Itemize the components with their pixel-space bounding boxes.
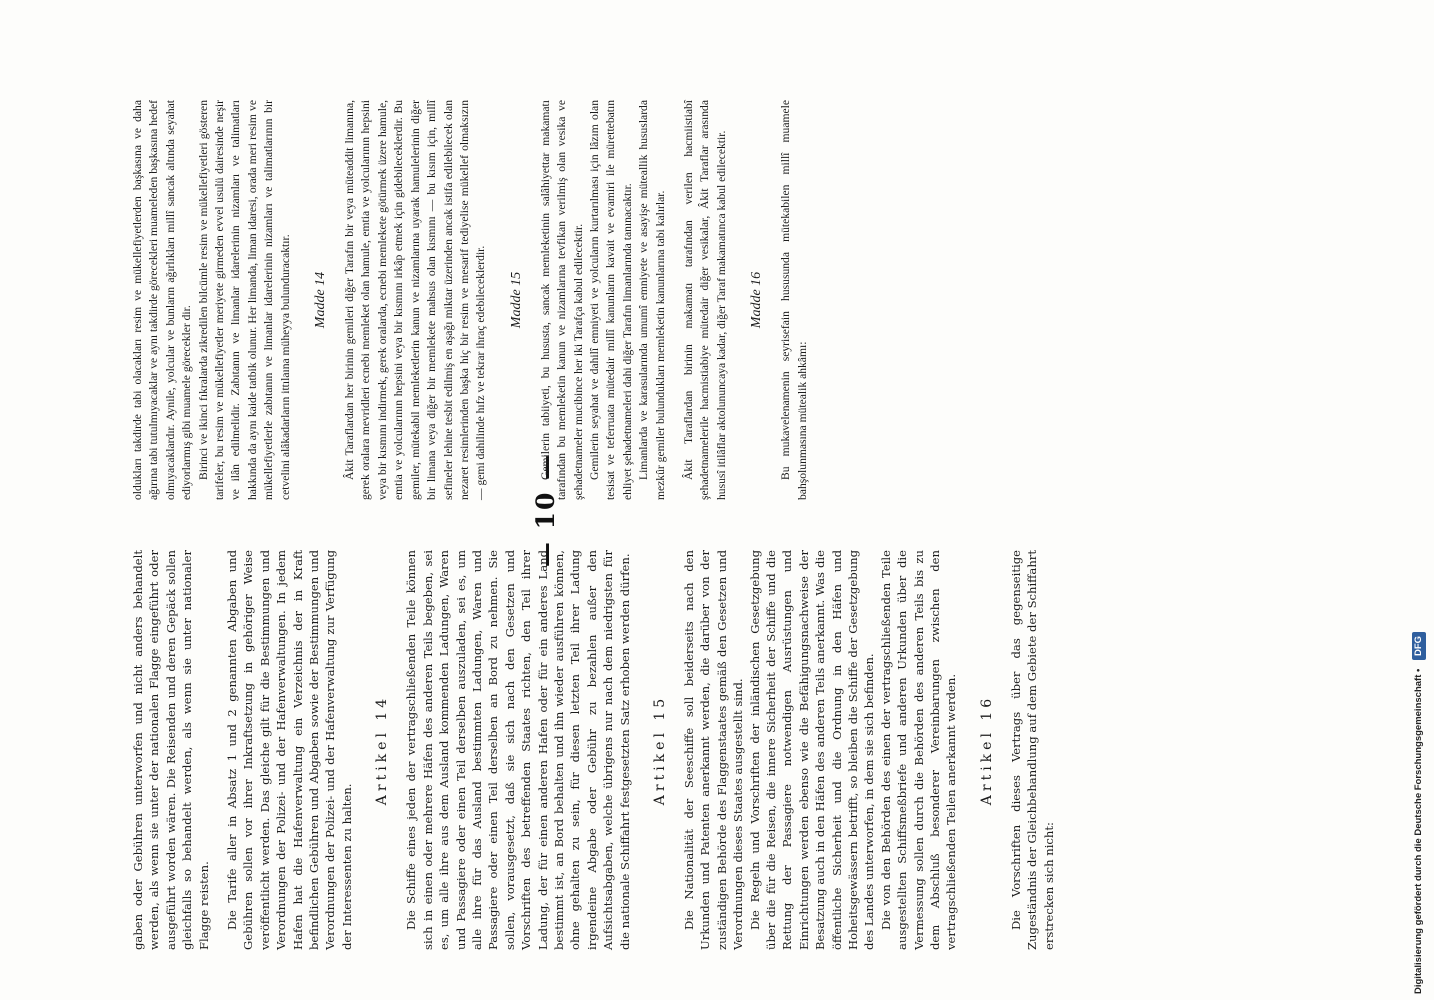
turkish-paragraph-1: oldukları takdirde tabi olacakları resim ve mükellefiyetlerden başkasına ve daha ağırına tabi tutulmıyacaklar ve aynı takdirde görecekleri muameleden başkasına hedef olmıyacaklardır. Aynile, yolcular ve bunların ağırlıkları millî sancak altında seyahat ediyorlarmış gibi muamele görecekler dir.: [131, 100, 194, 500]
page-number: — 10 —: [531, 452, 560, 568]
german-article-15-heading: Artikel 15: [651, 694, 668, 806]
german-article-16-heading: Artikel 16: [978, 694, 995, 806]
german-paragraph-3: Die Schiffe eines jeden der vertragschließenden Teile können sich in einen oder mehrere Häfen des anderen Teils begeben, sei es, um alle ihre aus dem Ausland kommenden Ladungen, Waren und Passagiere oder einen Teil derselben auszuladen, sei es, um alle ihre für das Ausland bestimmten Ladungen, Waren und Passagiere oder einen Teil derselben an Bord zu nehmen. Sie sollen, vorausgesetzt, daß sie sich nach den Gesetzen und Vorschriften des betreffenden Staates richten, den Teil ihrer Ladung, der für einen anderen Hafen oder für ein anderes Land bestimmt ist, an Bord behalten und ihn wieder ausführen können, ohne gehalten zu sein, für diesen letzten Teil ihrer Ladung irgendeine Abgabe oder Gebühr zu bezahlen außer den Aufsichtsabgaben, welche übrigens nur nach dem niedrigsten für die nationale Schiffahrt festgesetzten Satz erhoben werden dürfen.: [404, 550, 632, 950]
turkish-paragraph-2: Birinci ve ikinci fıkralarda zikredilen bilcümle resim ve mükellefiyetleri gösteren tarifeler, bu resim ve mükellefiyetler meriyete girmeden evvel usulü dairesinde neşir ve ilân edilmelidir. Zabıtanın ve limanlar idarelerinin nizamları ve talimatları hakkında da aynı kaide tatbik olunur. Her limanda, liman idaresi, orada meri resim ve mükellefiyetlerle zabıtanın ve limanlar idarelerinin nizamları ve talimatlarının bir cetvelini alâkadarların ittılaına müheyya bulunduracaktır.: [196, 100, 292, 500]
turkish-madde-15-heading: Madde 15: [508, 271, 524, 329]
german-paragraph-1: gaben oder Gebühren unterworfen und nicht anders behandelt werden, als wenn sie unter der nationalen Flagge eingeführt oder ausgeführt worden wären. Die Reisenden und deren Gepäck sollen gleichfalls so behandelt werden, als wenn sie unter nationaler Flagge reisten.: [131, 550, 211, 950]
german-article-14-heading: Artikel 14: [374, 694, 391, 806]
turkish-madde-14-heading: Madde 14: [313, 271, 329, 329]
german-paragraph-5: Die Regeln und Vorschriften der inländischen Gesetzgebung über die für die Reisen, die innere Sicherheit der Schiffe und die Rettung der Passagiere notwendigen Ausrüstungen und Einrichtungen werden ebenso wie die Befähigungsnachweise der Besatzung auch in den Häfen des anderen Teils anerkannt. Was die öffentliche Sicherheit und die Ordnung in den Häfen und Hoheitsgewässern betrifft, so bleiben die Schiffe der Gesetzgebung des Landes unterworfen, in dem sie sich befinden.: [747, 550, 877, 950]
credit-text: Digitalisierung gefördert durch die Deutsche Forschungsgemeinschaft: [1413, 674, 1424, 994]
dfg-logo-badge: DFG: [1412, 632, 1426, 660]
turkish-paragraph-3: Âkit Taraflardan her birinin gemileri diğer Tarafın bir veya müteaddit limanına, gerek oralara mevridleri ecnebi memleket olan hamule, emtia ve yolcularının hepsini veya bir kısmını indirmek, gerek oralarda, ecnebi memlekete götürmek üzere hamule, emtia ve yolcularının hepsini veya bir kısmını irkâp etmek için gidebileceklerdir. Bu gemiler, mütekabil memleketlerin kanun ve nizamlarına uyarak hamulelerinin diğer bir limana veya diğer bir memlekete mahsus olan kısmını — bu kısım için, millî sefineler lehine tesbit edilmiş en aşağı miktar üzerinden ancak istifa edilebilecek olan nezaret resimlerinden başka hiç bir resim ve mesarif tediyelise mükellef olmaksızın — gemi dahilinde hıfz ve tekrar ihraç edebileceklerdir.: [343, 100, 488, 500]
german-paragraph-6: Die von den Behörden des einen der vertragschließenden Teile ausgestellten Schiffsmeßbriefe und anderen Urkunden über die Vermessung sollen durch die Behörden des anderen Teils bis zu dem Abschluß besonderer Vereinbarungen zwischen den vertragschließenden Teilen anerkannt werden.: [878, 550, 959, 950]
turkish-madde-16-heading: Madde 16: [749, 271, 765, 329]
turkish-paragraph-7: Âkit Taraflardan birinin makamatı tarafından verilen hacmiistiabî şehadetnamelerile hacmistiabiye mütedair diğer vesikalar, Âkit Taraflar arasında hususî itilâflar aktolununcaya kadar, diğer Taraf makamatınca kabul edilecektir.: [681, 100, 728, 500]
german-paragraph-4: Die Nationalität der Seeschiffe soll beiderseits nach den Urkunden und Patenten anerkannt werden, die darüber von der zuständigen Behörde des Flaggenstaates gemäß den Gesetzen und Verordnungen dieses Staates ausgestellt sind.: [681, 550, 746, 950]
turkish-column: [130, 100, 811, 500]
credit-separator: •: [1413, 668, 1424, 672]
turkish-paragraph-5: Gemilerin seyahat ve dahilî emniyeti ve yolcuların kurtarılması için lâzım olan tesisat ve teferruata mütedair millî kanunların kavait ve evamiri ile mürettebatın ehliyet şehadetnameleri dahi diğer Tarafın limanlarında tanınacaktır.: [587, 100, 634, 500]
digitization-credit: [1412, 4, 1426, 994]
rotated-document-sheet: [130, 70, 1280, 950]
german-paragraph-2: Die Tarife aller in Absatz 1 und 2 genannten Abgaben und Gebühren sollen vor ihrer Inkraftsetzung in gehöriger Weise veröffentlicht werden. Das gleiche gilt für die Bestimmungen und Verordnungen der Polizei- und der Hafenverwaltungen. In jedem Hafen hat die Hafenverwaltung ein Verzeichnis der in Kraft befindlichen Gebühren und Abgaben sowie der Bestimmungen und Verordnungen der Polizei- und der Hafenverwaltung zur Verfügung der Interessenten zu halten.: [225, 550, 354, 950]
turkish-paragraph-4: Gemilerin tabiiyeti, bu hususta, sancak memleketinin salâhiyettar makamatı tarafından bu memleketin kanun ve nizamlarına tevfikan verilmiş olan vesika ve şehadetnameler mucibince her iki Tarafça kabul edilecektir.: [538, 100, 585, 500]
german-paragraph-7: Die Vorschriften dieses Vertrags über das gegenseitige Zugeständnis der Gleichbehandlung auf dem Gebiete der Schiffahrt erstrecken sich nicht:: [1008, 550, 1056, 950]
german-column: [130, 550, 1057, 950]
turkish-paragraph-8: Bu mukavelenamenin seyrisefain hususunda mütekabilen millî muamele bahşolunmasına mütealik ahkâmı:: [779, 100, 809, 500]
turkish-paragraph-6: Limanlarda ve karasularında umumî emniyete ve asayişe müteallik hususlarda mezkûr gemiler bulundukları memleketin kanunlarına tabi kalırlar.: [637, 100, 667, 500]
